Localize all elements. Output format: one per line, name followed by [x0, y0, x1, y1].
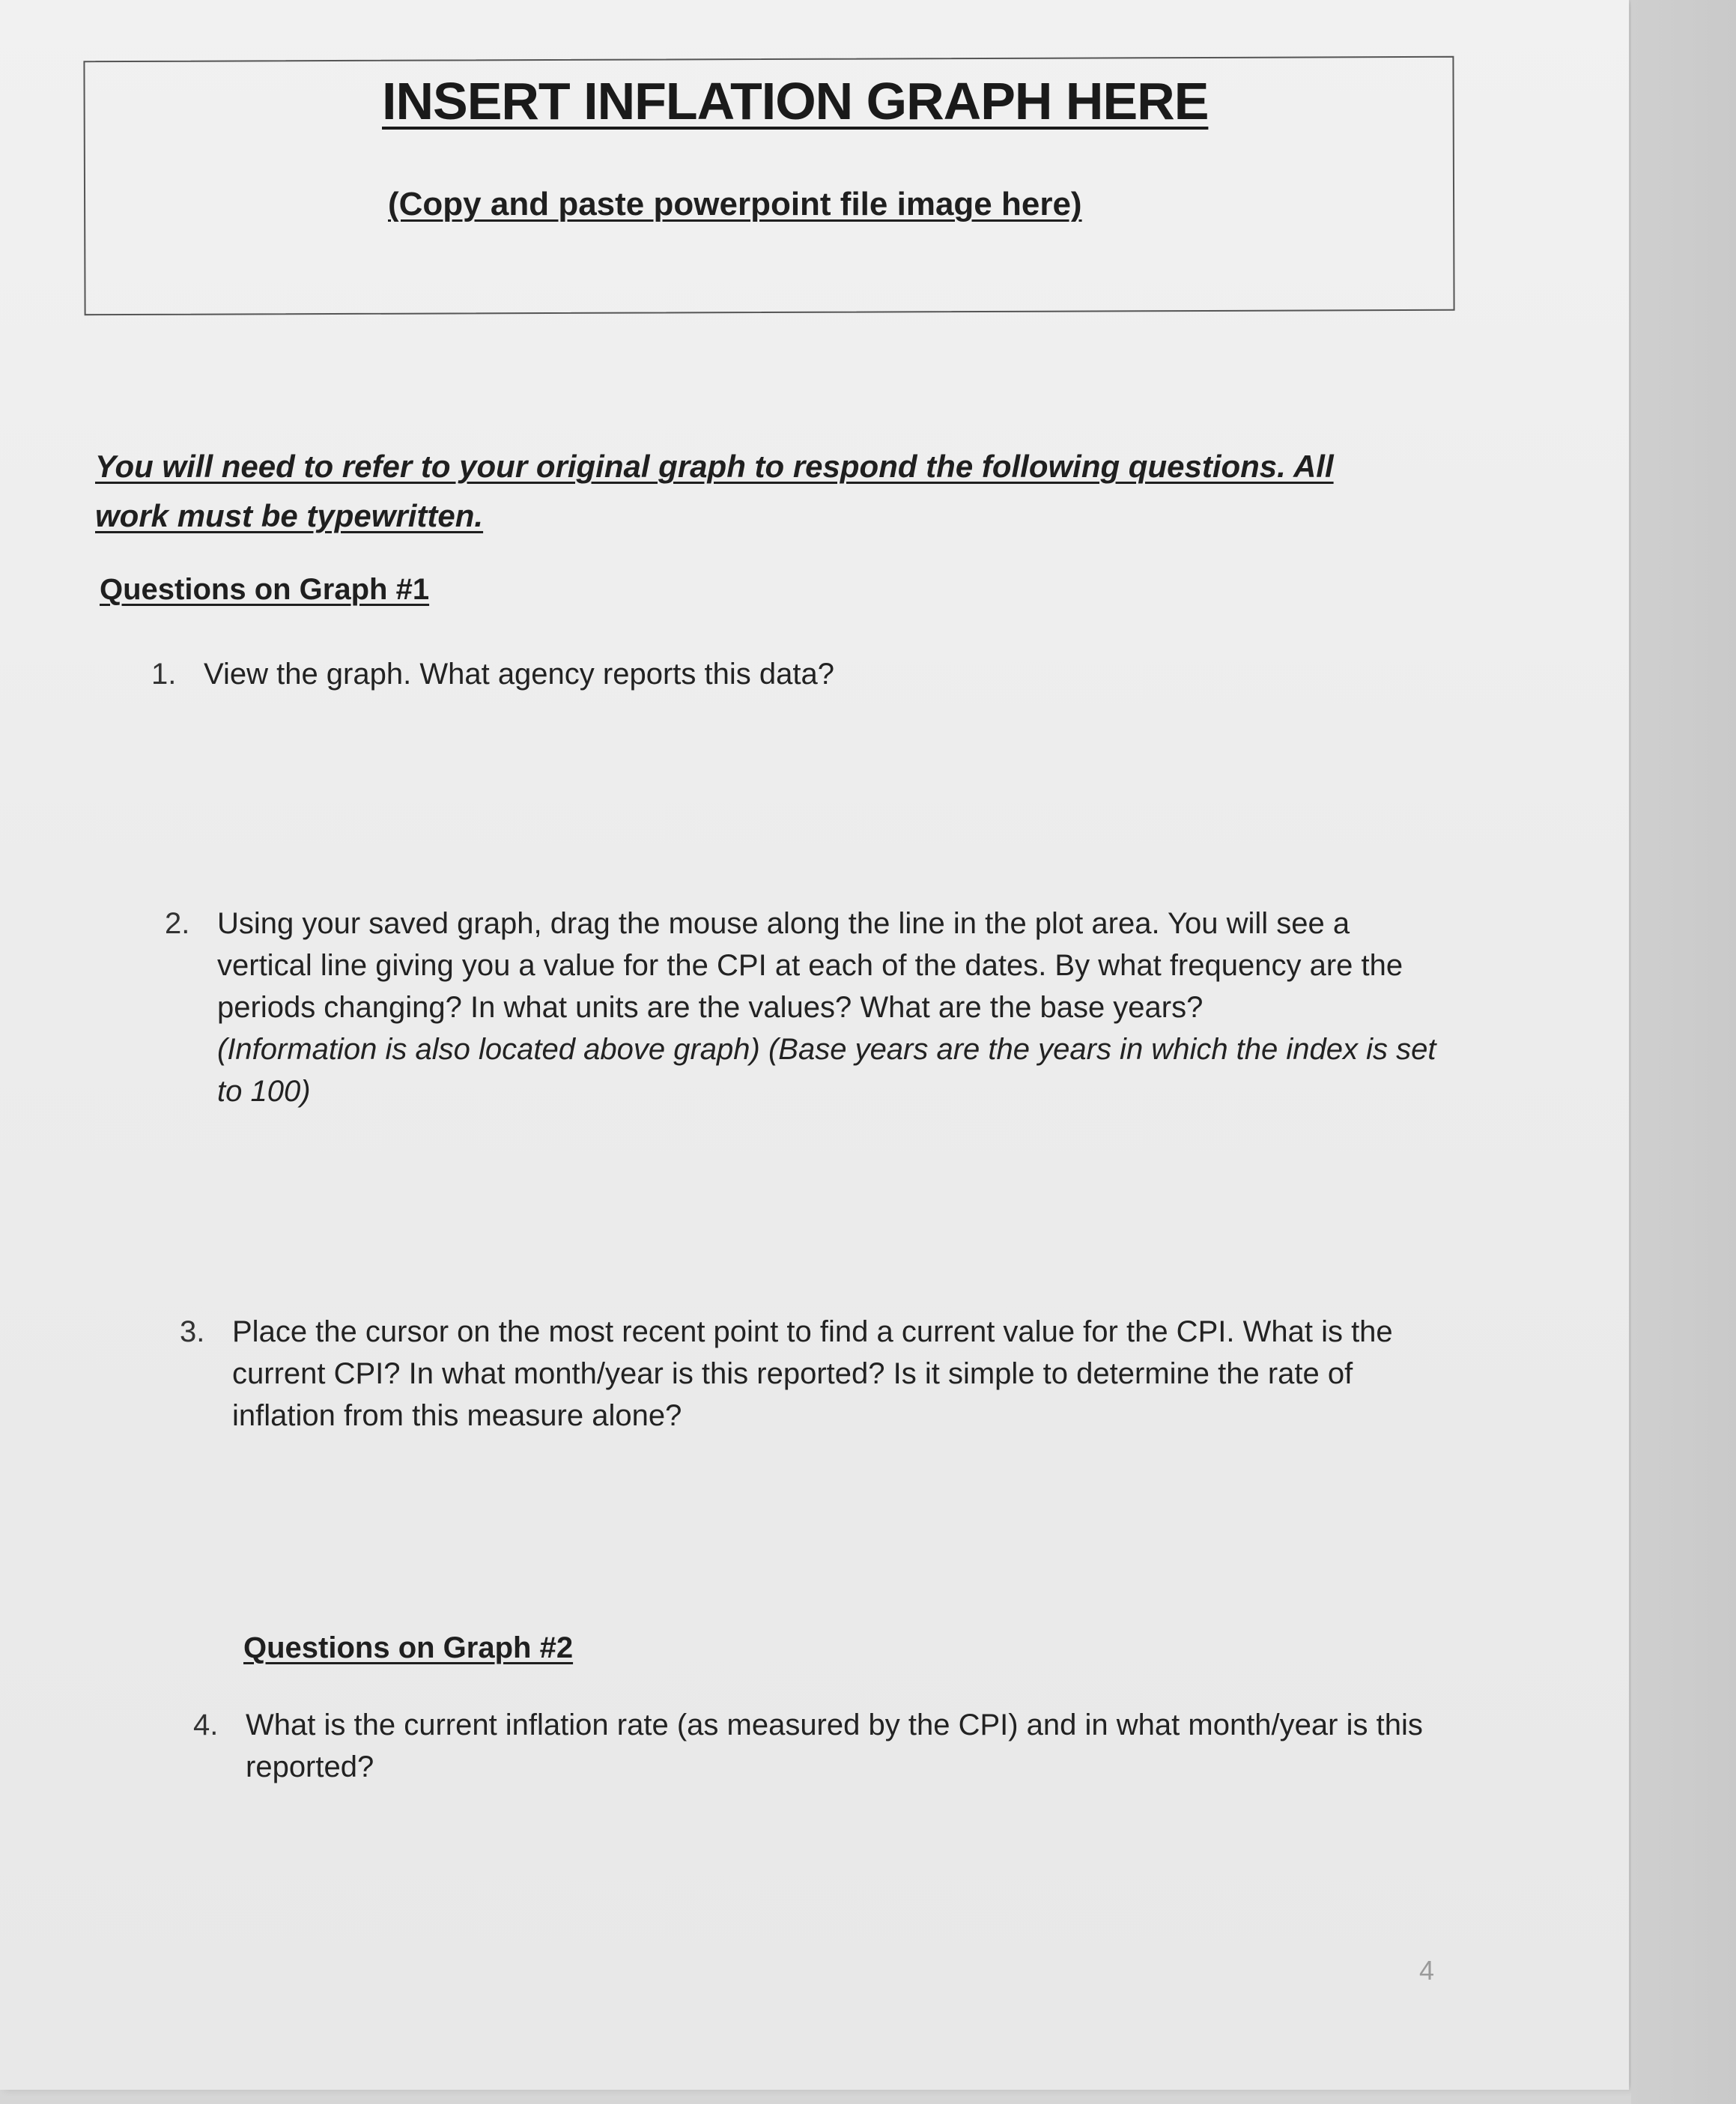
section-heading-graph-1: Questions on Graph #1 [100, 573, 430, 606]
page-number: 4 [1419, 1955, 1435, 1986]
instructions-text: You will need to refer to your original graph to respond the following questions. All work must be typewritten. [95, 449, 1334, 533]
question-2 [165, 903, 1445, 1112]
section-heading-graph-2: Questions on Graph #2 [243, 1631, 574, 1664]
question-italic-note: (Information is also located above graph) (Base years are the years in which the index is set to 100) [217, 1033, 1436, 1108]
question-4 [193, 1704, 1444, 1788]
graph-placeholder-subtitle: (Copy and paste powerpoint file image here) [388, 186, 1082, 222]
question-number: 2. [165, 907, 190, 940]
question-text: What is the current inflation rate (as measured by the CPI) and in what month/year is this reported? [246, 1709, 1423, 1783]
question-number: 3. [180, 1315, 205, 1348]
question-text: Place the cursor on the most recent point to find a current value for the CPI. What is the current CPI? In what month/year is this reported? Is it simple to determine the rate of inflation from this measure alone? [232, 1315, 1393, 1432]
question-text: View the graph. What agency reports this data? [204, 658, 834, 691]
question-3 [180, 1311, 1453, 1437]
question-number: 4. [193, 1709, 219, 1741]
graph-placeholder-title: INSERT INFLATION GRAPH HERE [382, 72, 1209, 130]
question-1 [151, 653, 1402, 695]
question-number: 1. [151, 658, 177, 691]
page-edge-background [1631, 0, 1736, 2104]
question-text: Using your saved graph, drag the mouse along the line in the plot area. You will see a vertical line giving you a value for the CPI at each of the dates. By what frequency are the periods changing? In what units are the values? What are the base years? [217, 907, 1403, 1024]
